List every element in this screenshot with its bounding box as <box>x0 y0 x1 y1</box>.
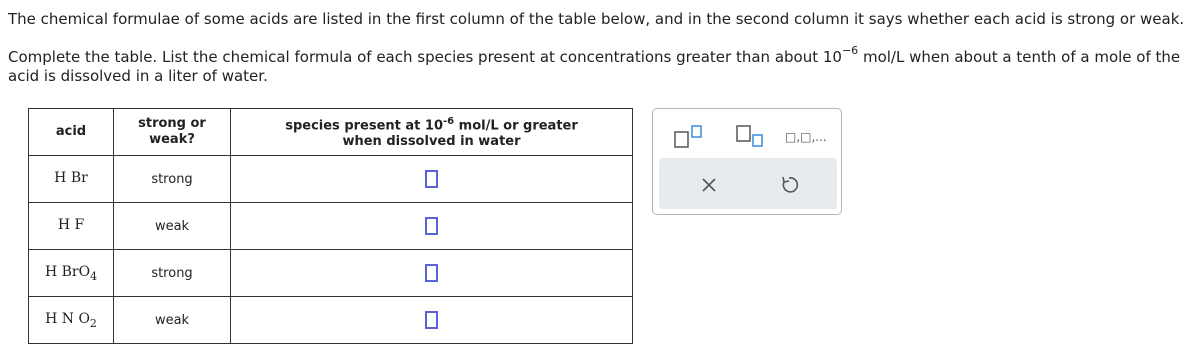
acid-table <box>28 108 633 344</box>
species-answer-input[interactable] <box>425 264 438 282</box>
header-species-line2: when dissolved in water <box>342 134 521 150</box>
acid-formula-text <box>54 170 88 186</box>
species-answer-cell <box>231 250 633 297</box>
acid-formula-text <box>58 217 84 233</box>
species-answer-input[interactable] <box>425 311 438 329</box>
header-species-exponent: -6 <box>443 115 455 127</box>
acid-formula <box>29 156 114 203</box>
header-strength <box>114 109 231 156</box>
subscript-template-icon <box>733 123 773 151</box>
comma-list-template-icon: □,□,... <box>785 130 827 144</box>
prompt-exponent: −6 <box>841 44 859 57</box>
header-species <box>231 109 633 156</box>
header-species-text: species present at 10 <box>285 118 444 134</box>
acid-formula <box>29 297 114 344</box>
header-species-tail: mol/L or greater <box>454 118 578 134</box>
acid-formula-main: H N O <box>45 310 90 327</box>
table-row <box>29 297 633 344</box>
prompt-line-2 <box>8 44 1193 86</box>
prompt-line-2-tail: mol/L when about a tenth of a mole of the acid is dissolved in a liter of water. <box>8 48 1181 85</box>
acid-strength: weak <box>114 203 231 250</box>
undo-button[interactable] <box>777 173 801 197</box>
table-row <box>29 203 633 250</box>
subscript-template-button[interactable] <box>733 123 773 151</box>
acid-formula-text <box>44 263 98 283</box>
table-row <box>29 156 633 203</box>
superscript-template-button[interactable] <box>673 123 713 151</box>
clear-button[interactable] <box>697 173 721 197</box>
acid-formula-sub: 2 <box>89 316 97 330</box>
comma-list-template-button[interactable] <box>785 123 837 151</box>
species-answer-input[interactable] <box>425 170 438 188</box>
acid-formula-main: H Br <box>54 169 88 186</box>
acid-formula <box>29 250 114 297</box>
math-palette <box>652 108 842 215</box>
prompt-line-1: The chemical formulae of some acids are listed in the first column of the table below, and in the second column it says whether each acid is strong or weak. <box>8 10 1185 28</box>
species-answer-cell <box>231 297 633 344</box>
species-answer-input[interactable] <box>425 217 438 235</box>
header-acid-label: acid <box>55 124 87 139</box>
undo-icon <box>777 173 801 197</box>
acid-formula <box>29 203 114 250</box>
acid-formula-main: H BrO <box>44 263 91 280</box>
species-answer-cell <box>231 156 633 203</box>
header-acid <box>29 109 114 156</box>
header-strength-line2: weak? <box>149 132 195 147</box>
acid-formula-text <box>45 310 97 330</box>
superscript-template-icon <box>673 123 713 151</box>
table-row <box>29 250 633 297</box>
acid-strength: strong <box>114 156 231 203</box>
acid-strength: strong <box>114 250 231 297</box>
clear-icon <box>697 173 721 197</box>
header-strength-line1: strong or <box>138 116 206 131</box>
table-header-row <box>29 109 633 156</box>
acid-formula-main: H F <box>57 216 85 233</box>
species-answer-cell <box>231 203 633 250</box>
acid-strength: weak <box>114 297 231 344</box>
acid-formula-sub: 4 <box>90 269 98 283</box>
prompt-line-2-text: Complete the table. List the chemical formula of each species present at concentrations greater than about 10 <box>8 48 842 66</box>
palette-action-bar <box>659 158 837 209</box>
